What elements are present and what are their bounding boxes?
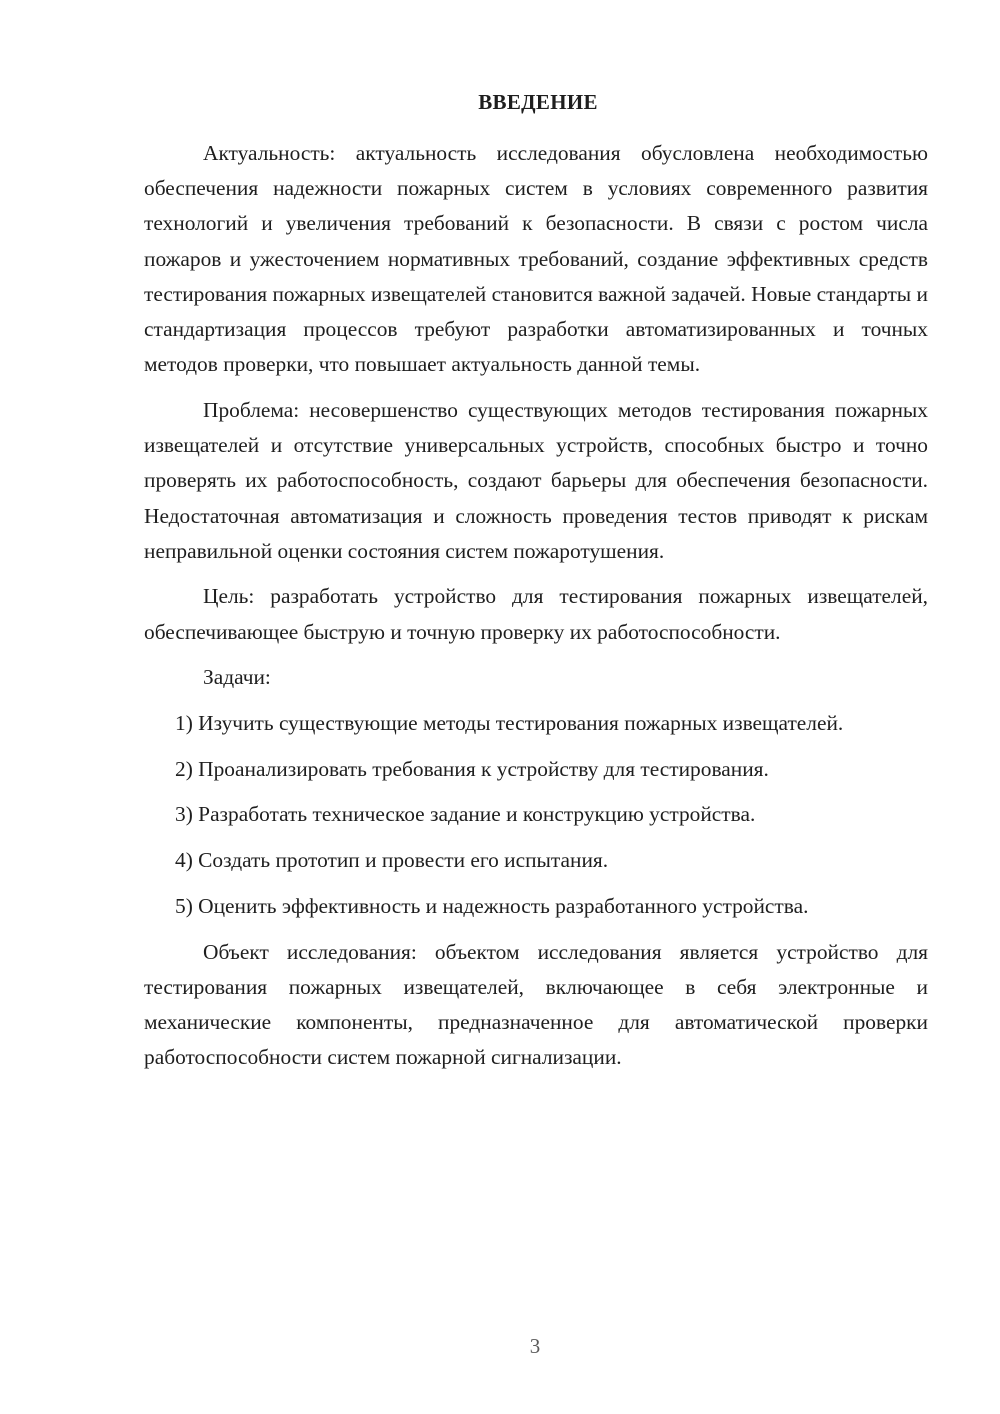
list-item: 4) Создать прототип и провести его испытания. [175, 848, 609, 873]
list-item: 5) Оценить эффективность и надежность разработанного устройства. [175, 893, 809, 918]
list-item: 3) Разработать техническое задание и конструкцию устройства. [175, 802, 756, 827]
document-page [144, 90, 928, 1086]
object-paragraph: Объект исследования: объектом исследования является устройство для тестирования пожарных извещателей, включающее в себя электронные и механические компоненты, предназначенное для автоматической проверки работоспособности систем пожарной сигнализации. [144, 939, 928, 1070]
problem-paragraph: Проблема: несовершенство существующих методов тестирования пожарных извещателей и отсутствие универсальных устройств, способных быстро и точно проверять их работоспособность, создают барьеры для обеспечения безопасности. Недостаточная автоматизация и сложность проведения тестов приводят к рискам неправильной оценки состояния систем пожаротушения. [144, 397, 928, 563]
goal-paragraph: Цель: разработать устройство для тестирования пожарных извещателей, обеспечивающее быструю и точную проверку их работоспособности. [144, 584, 928, 644]
tasks-heading: Задачи: [203, 665, 271, 690]
list-item: 1) Изучить существующие методы тестирования пожарных извещателей. [175, 711, 844, 736]
relevance-paragraph: Актуальность: актуальность исследования обусловлена необходимостью обеспечения надежности пожарных систем в условиях современного развития технологий и увеличения требований к безопасности. В связи с ростом числа пожаров и ужесточением нормативных требований, создание эффективных средств тестирования пожарных извещателей становится важной задачей. Новые стандарты и стандартизация процессов требуют разработки автоматизированных и точных методов проверки, что повышает актуальность данной темы. [144, 141, 928, 377]
tasks-list [144, 706, 928, 924]
list-item: 2) Проанализировать требования к устройству для тестирования. [175, 756, 769, 781]
page-title: ВВЕДЕНИЕ [478, 90, 598, 114]
page-number: 3 [529, 1334, 541, 1358]
